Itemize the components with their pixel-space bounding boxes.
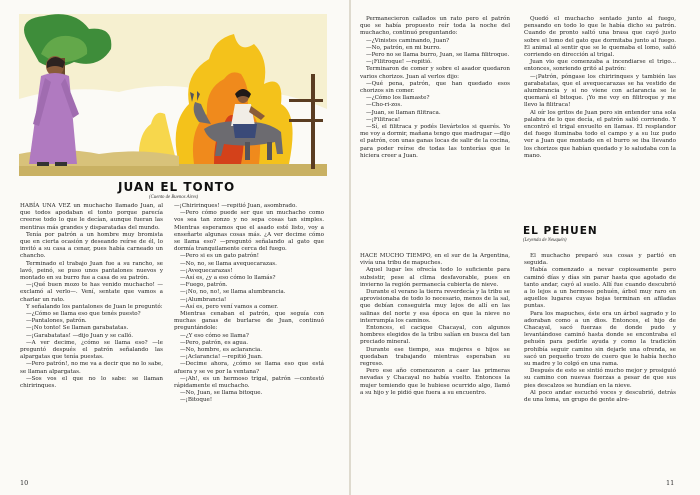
paragraph: Pero ese año comenzaron a caer las primeras nevadas y Chacayal no había vuelto. Entonces la mujer temiendo que le hubiese ocurrido algo, llamó a su hijo y le pidió que fuera a su encuentro.: [360, 368, 510, 396]
left-column-2: [174, 203, 324, 405]
paragraph: Entonces, el cacique Chacayal, con algunos hombres elegidos de la tribu salían en busca del tan preciado mineral.: [360, 325, 510, 346]
paragraph: —No, Juan, se llama bitoque.: [180, 390, 263, 397]
paragraph: —¡Chiririnques! —repitió Juan, asombrado.: [174, 203, 297, 209]
paragraph: —No, patrón, en mi burro.: [366, 44, 441, 51]
paragraph: —¡Filitroque! —repitió.: [366, 59, 432, 66]
paragraph: HACE MUCHO TIEMPO, en el sur de la Argentina, vivía una tribu de mapuches.: [360, 253, 510, 267]
story-title-2: EL PEHUEN: [523, 225, 598, 237]
burning-field-illustration: [19, 14, 327, 176]
paragraph: —¡Avequecarazas!: [180, 267, 233, 274]
paragraph: —¡Ah!, es un hermoso trigal, patrón —contestó rápidamente el muchacho.: [174, 375, 324, 390]
paragraph: Quedó el muchacho sentado junto al fuego, pensando en todo lo que le había dicho su patrón. Cuando de pronto saltó una brasa que cayó justo sobre el lomo del gato que dormitaba junto al fuego. El animal al sentir que se le quemaba el lomo, salió corriendo en dirección al trigal.: [524, 16, 676, 59]
paragraph: Mientras cenaban el patrón, que seguía con muchas ganas de burlarse de Juan, continuó preguntándole:: [174, 311, 324, 332]
paragraph: —Así es, ¿y a eso cómo lo llamás?: [180, 275, 276, 282]
paragraph: —¿Cómo los llamaste?: [366, 95, 430, 102]
right-column-4: [524, 253, 676, 404]
paragraph: —¡No tonto! Se llaman garabatatas.: [26, 325, 129, 332]
paragraph: —Sí, el filitraca y podés llevártelos si querés. Yo me voy a dormir, mañana tengo que madrugar —dijo el patrón, con unas ganas locas de salir de la cocina, para poder reírse de todas las tonterías que le hiciera creer a Juan.: [360, 124, 510, 159]
paragraph: Tenía por patrón a un hombre muy bromista que en cierta ocasión y deseando reírse de él, lo invitó a su casa a cenar, pues había carneado un chancho.: [20, 231, 163, 260]
paragraph: Terminado el trabajo Juan fue a su rancho, se lavó, peinó, se puso unos pantalones nuevos y montado en su burro fue a casa de su patrón.: [20, 260, 163, 282]
paragraph: —Qué pena, patrón, que han quedado esos chorizos sin comer.: [360, 80, 510, 95]
story-source: (Cuento de Buenos Aires): [149, 195, 199, 200]
paragraph: —Así es, pero vení vamos a comer.: [180, 303, 279, 310]
paragraph: —¡Filitraca!: [366, 116, 401, 123]
story-title: JUAN EL TONTO: [118, 180, 236, 194]
paragraph: Aquel lugar les ofrecía todo lo suficiente para subsistir, pese al clima desfavorable, pues en invierno la región permanecía cubierta de nieve.: [360, 267, 510, 288]
paragraph: —Juan, se llaman filitraca.: [366, 109, 441, 116]
right-column-1: [360, 16, 510, 160]
paragraph: El muchacho preparó sus cosas y partió en seguida.: [524, 253, 676, 267]
paragraph: HABÍA UNA VEZ un muchacho llamado Juan, al que todos apodaban el tonto porque parecía creerse todo lo que le decían, aunque fueran las mentiras más grandes y disparatadas del mundo.: [20, 203, 163, 231]
paragraph: —Pero patrón!, no me va a decir que no lo sabe, se llaman alpargatas.: [20, 361, 163, 375]
paragraph: Al oír los gritos de Juan pero sin entender una sola palabra de lo que decía, el patrón salió corriendo. Y encontró el trigal envuelto en llamas. El resplandor del fuego iluminaba todo el campo y a su luz pudo ver a Juan que montado en el burro se iba llevando los chorizos que habían quedado y lo saludaba con la mano.: [524, 109, 676, 159]
paragraph: Después de esto se sintió mucho mejor y prosiguió su camino con nuevas fuerzas a pesar de que sus pies descalzos se hundían en la nieve.: [524, 368, 676, 389]
paragraph: Durante el verano la tierra reverdecía y la tribu se aprovisionaba de todo lo necesario, menos de la sal, que debían conseguirla muy lejos de allí en las salinas del norte y esa época en que la nieve no interrumpía los caminos.: [360, 289, 510, 324]
paragraph: —¿Vinistes caminando, Juan?: [366, 37, 450, 44]
paragraph: —¿Cómo se llama eso que tenés puesto?: [26, 311, 141, 318]
paragraph: —¡No, no, no!, se llama alumbrancia.: [180, 289, 286, 296]
paragraph: —¡Alumbrancia!: [180, 296, 227, 303]
paragraph: —Sos vos el que no lo sabe: se llaman chiririnques.: [20, 375, 163, 390]
right-column-2: [524, 16, 676, 160]
paragraph: —Pero si es un gato patrón!: [180, 253, 259, 260]
paragraph: —¿Y eso cómo se llama?: [180, 332, 249, 339]
paragraph: —Pero, patrón, es agua.: [180, 339, 248, 346]
paragraph: —Pantalones, patrón.: [26, 318, 87, 325]
paragraph: Y señalando los pantalones de Juan le preguntó:: [26, 303, 163, 310]
page-number-left: 10: [20, 479, 29, 487]
paragraph: Había comenzado a nevar copiosamente pero caminó días y días sin parar hasta que agotado de tanto andar, cayó al suelo. Allí fue cuando descubrió a lo lejos a un hermoso pehuén, árbol muy raro en aquellos lugares cuyas hojas terminan en afiladas puntas.: [524, 267, 676, 310]
paragraph: Para los mapuches, éste era un árbol sagrado y lo adoraban como a un dios. Entonces, el hijo de Chacayal, sacó fuerzas de donde pudo y levantándose caminó hasta donde se encontraba el pehuén para pedirle ayuda y como la tradición prohibía seguir camino sin dejarle una ofrenda, se sacó un pequeño trozo de cuero que le había hecho su madre y lo colgó en una rama.: [524, 310, 676, 368]
paragraph: Juan vio que comenzaba a incendiarse el trigo... entonces, sonriendo gritó al patrón:: [524, 59, 676, 73]
page-number-right: 11: [666, 479, 675, 487]
paragraph: Al poco andar escuchó voces y descubrió, detrás de una loma, un grupo de gente alre-: [524, 389, 676, 404]
story-source-2: (Leyenda de Neuquén): [523, 238, 567, 243]
paragraph: Durante ese tiempo, sus mujeres e hijos se quedaban trabajando mientras esperaban su regreso.: [360, 346, 510, 368]
paragraph: —Pero no se llama burro, Juan, se llama filitroque.: [366, 52, 510, 59]
paragraph: —A ver decime, ¿cómo se llama eso? —le preguntó después el patrón señalando las alpargatas que tenía puestas.: [20, 339, 163, 361]
paragraph: —Cho-ri-zos.: [366, 102, 403, 109]
paragraph: —Pero cómo puede ser que un muchacho como vos sea tan zonzo y no sepa cosas tan simples. Mientras esperamos que el asado esté listo, voy a enseñarte algunas cosas más. ¿A ver decime cómo se llama eso? —preguntó señalando al gato que dormía tranquilamente cerca del fuego.: [174, 210, 324, 253]
paragraph: —¡Qué buen mozo te has venido muchacho! —exclamó al verlo—. Vení, sentate que vamos a charlar un rato.: [20, 282, 163, 303]
paragraph: —No, hombre, es aclarancia.: [180, 347, 263, 354]
paragraph: —¡Patrón, póngase los chiririnques y también las garabatatas, que el avequecarazas se ha vestido de alumbrancia y si no viene con aclarancia se le quemará el bitoque. ¡Yo me voy en filitroque y me llevo la filitraca!: [524, 73, 676, 109]
paragraph: —¡Garabatatas! —dijo Juan y se calló.: [26, 332, 134, 339]
paragraph: —Fuego, patrón.: [180, 282, 228, 289]
left-column-1: [20, 203, 163, 390]
story-illustration: [19, 14, 327, 176]
paragraph: Terminaron de comer y sobre el asador quedaron varios chorizos. Juan al verlos dijo:: [360, 66, 510, 80]
paragraph: —No, no, se llama avequecarazas.: [180, 260, 277, 267]
paragraph: —¡Aclarancia! —repitió Juan.: [180, 354, 263, 361]
right-column-3: [360, 253, 510, 397]
paragraph: Permanecieron callados un rato pero el patrón que se había propuesto reír toda la noche del muchacho, continuó preguntando:: [360, 16, 510, 37]
paragraph: —Decime ahora, ¿cómo se llama eso que está afuera y se ve por la ventana?: [174, 361, 324, 375]
book-gutter: [349, 0, 351, 495]
paragraph: —¡Bitoque!: [180, 397, 213, 404]
